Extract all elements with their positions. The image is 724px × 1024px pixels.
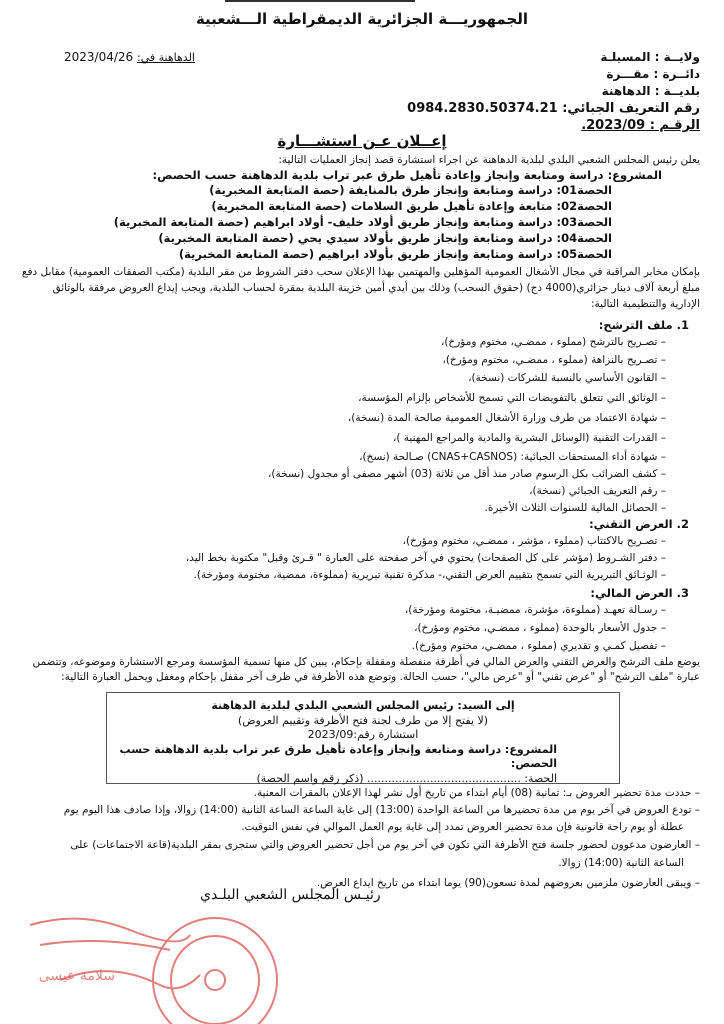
box-recipient: إلى السيد: رئيس المجلس الشعبي البلدي لبلدية الدهاهنة (211, 699, 515, 712)
date-value: 2023/04/26 (64, 50, 134, 64)
list-item: – الوثائق التي تتعلق بالتفويضات التي تسمح للأشخاص بإلزام المؤسسة، (358, 392, 666, 404)
lot-4: الحصة04: دراسة ومتابعة وإنجاز طريق بأولاد سيدي يحي (حصة المتابعة المخبرية) (158, 231, 612, 245)
list-item: – كشف الضرائب بكل الرسوم صادر منذ أقل من ثلاثة (03) أشهر مصفى أو مجدول (نسخة)، (267, 468, 666, 480)
paragraph-line: بإمكان مخابر المراقبة في مجال الأشغال العمومية المؤهلين والمهتمين بهذا الإعلان سحب دفتر الشروط من مقر البلدية (مكتب الصفقات العمومية) مقابل دفع (21, 266, 700, 278)
announcement-title: إعــلان عـن استشـــارة (277, 132, 447, 150)
date-line (64, 50, 195, 64)
lot-2: الحصة02: متابعة وإعادة تأهيل طريق السلامات (حصة المتابعة المخبرية) (211, 199, 612, 213)
stamp-inner-ring (171, 936, 259, 1024)
lot-1: الحصة01: دراسة ومتابعة وإنجاز طرق بالمنايفة (حصة المتابعة المخبرية) (209, 183, 612, 197)
list-item: – القانون الأساسي بالنسبة للشركات (نسخة)، (468, 372, 666, 384)
list-item: – القدرات التقنية (الوسائل البشرية والمادية والمراجع المهنية )، (392, 432, 666, 444)
daira: دائــرة : مقـــرة (606, 67, 700, 81)
country-heading: الجمهوريـــة الجزائرية الديمقراطية الـــشعبية (195, 10, 529, 28)
signature-name: سلامة عيسى (38, 968, 115, 984)
note: – حددت مدة تحضير العروض بـ: ثمانية (08) أيام ابتداء من تاريخ أول نشر لهذا الإعلان بالمقرات المعنية. (253, 787, 700, 799)
list-item: – تصـريح بالنزاهة (مملوء ، ممضـي، مختوم ومؤرخ)، (442, 354, 666, 366)
signature-stroke (40, 941, 170, 950)
list-item: – جدول الأسعار بالوحدة (مملوء ، ممضـي، مختوم ومؤرخ)، (414, 622, 666, 634)
wilaya: ولايــة : المسيلـة (600, 50, 700, 64)
list-item: – تفصيل كمـي و تقديري (مملوء ، ممضـي، مختوم ومؤرخ). (411, 640, 666, 652)
section-title: 2. العرض التقني: (589, 517, 689, 531)
box-notice: (لا يفتح إلا من طرف لجنة فتح الأظرفة وتقييم العروض) (237, 713, 489, 727)
lot-3: الحصة03: دراسة ومتابعة وإنجاز طريق أولاد خليف- أولاد ابراهيم (حصة المتابعة المخبرية) (113, 215, 612, 229)
note: – تودع العروض في آخر يوم من مدة تحضيرها من الساعة الواحدة (13:00) إلى غاية الساعة الساعة الثانية (14:00) زوالا، وإذا صادف هذا اليوم يوم (63, 804, 700, 816)
signatory-title: رئيـس المجلس الشعبي البلـدي (200, 887, 381, 903)
note: – العارضون مدعوون لحضور جلسة فتح الأظرفة التي تكون في آخر يوم من أجل تحضير العروض والتي ستجرى بمقر البلدية(قاعة الاجتماعات) على (70, 839, 700, 851)
project: المشروع: دراسة ومتابعة وإنجاز وإعادة تأهيل طرق عبر تراب بلدية الدهاهنة حسب الحصص: (152, 168, 662, 182)
top-rule (225, 0, 415, 2)
section-title: 3. العرض المالي: (590, 586, 689, 600)
list-item: – الوثـائق التبريرية التي تسمح بتقييم العرض التقني،- مذكرة تقنية تبريرية (مملوءة، ممضية، مختومة ومؤرخة). (193, 569, 666, 581)
date-label: الدهاهنة في: (137, 51, 195, 64)
note: عطلة أو يوم راحة قانونية فإن مدة تحضير العروض تمدد إلى غاية يوم العمل الموالي في نفس التوقيت. (241, 821, 684, 833)
note: – ويبقى العارضون ملزمين بعروضهم لمدة تسعون(90) يوما ابتداء من تاريخ ايداع العرض. (316, 877, 700, 889)
box-lot: الحصة: ............................................ (ذكر رقم واسم الحصة) (256, 771, 557, 785)
list-item: – رقم التعريف الجبائي (نسخة)، (529, 485, 666, 497)
envelope-text: يوضع ملف الترشح والعرض التقني والعرض المالي في أظرفة منفصلة ومقفلة بإحكام، يبين كل منها تسمية المؤسسة ومرجع الاستشارة وموضوعه، وتتضمن (32, 656, 700, 668)
list-item: – شهادة الاعتماد من طرف وزارة الأشغال العمومية صالحة المدة (نسخة)، (347, 412, 666, 424)
intro: يعلن رئيس المجلس الشعبي البلدي لبلدية الدهاهنة عن اجراء استشارة قصد إنجاز العمليات التالية: (278, 154, 700, 166)
paragraph-line: مبلغ أربعة آلاف دينار جزائري(4000 دج) (حقوق السحب) وذلك بين أيدي أمين خزينة البلدية بمقرة لحساب البلدية، ويجب إيداع العروض مرفقة بالوثائق (52, 282, 700, 294)
reference-number: الرقـم : 2023/09. (581, 118, 700, 133)
list-item: – شهادة أداء المستحقات الجبائية: (CNAS+CASNOS) صـالحة (نسخ)، (359, 451, 666, 463)
lot-5: الحصة05: دراسة ومتابعة وإنجاز طريق بأولاد ابراهيم (حصة المتابعة المخبرية) (178, 247, 612, 261)
envelope-box (106, 692, 620, 784)
official-stamp (20, 905, 320, 1024)
envelope-text: عبارة "ملف الترشح" أو "عرض تقني" أو "عرض مالي"، حسب الحالة. وتوضع هذه الأظرفة في ظرف آخر مقفل بإحكام ومغفل ويحمل العبارة التالية: (61, 671, 700, 683)
signature-stroke (30, 919, 190, 942)
section-title: 1. ملف الترشح: (598, 318, 689, 332)
list-item: – الحصائل المالية للسنوات الثلاث الأخيرة. (484, 502, 666, 514)
note: الساعة الثانية (14:00) زوالا. (558, 857, 684, 869)
list-item: – دفتر الشـروط (مؤشر على كل الصفحات) يحتوي في آخر صفحته على العبارة " قـرئ وقبل" مكتوبة بخط اليد، (185, 552, 666, 564)
stamp-center (205, 970, 225, 990)
baladiya: بلديــة : الدهاهنة (601, 84, 700, 98)
list-item: – رسـالة تعهـد (مملوءة، مؤشرة، ممضيـة، مختومة ومؤرخة)، (404, 604, 666, 616)
box-consultation: استشارة رقم:2023/09 (307, 728, 419, 741)
paragraph-line: الإدارية والتنظيمية التالية: (591, 298, 700, 310)
box-project: المشروع: دراسة ومتابعة وإنجاز وإعادة تأهيل طرق عبر تراب بلدية الدهاهنة حسب الحصص: (119, 742, 557, 770)
list-item: – تصـريح بالترشح (مملوء ، ممضـي، مختوم ومؤرخ)، (440, 336, 666, 348)
list-item: – تصـريح بالاكتتاب (مملوء ، مؤشر ، ممضـي، مختوم ومؤرخ)، (402, 535, 666, 547)
tax-id: رقم التعريف الجبائي: 0984.2830.50374.21 (407, 101, 700, 116)
